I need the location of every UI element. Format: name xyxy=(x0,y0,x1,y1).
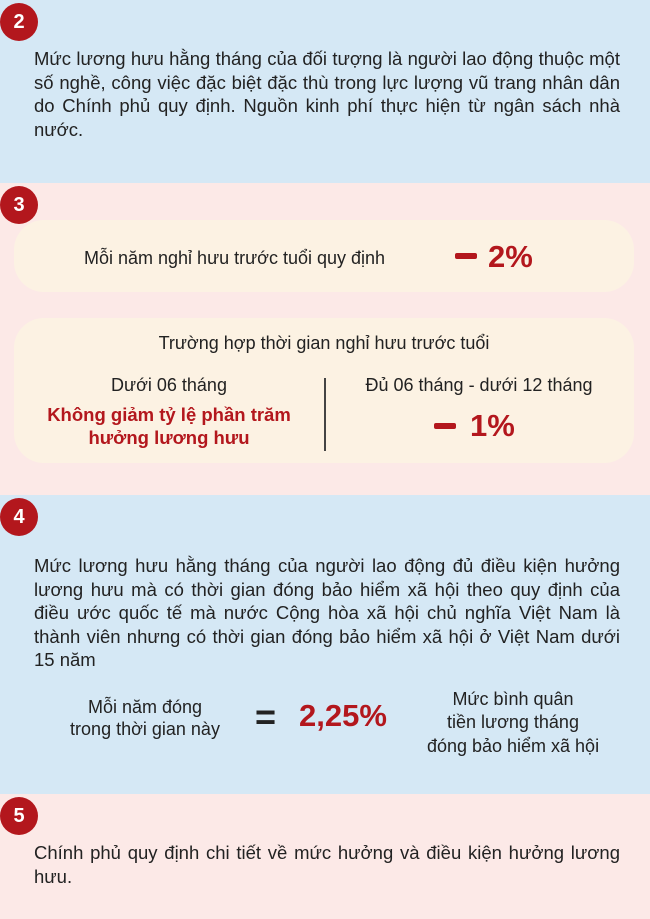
section-3 xyxy=(0,183,650,495)
equals-sign: = xyxy=(255,696,277,737)
formula-right-line1: Mức bình quân xyxy=(452,689,574,709)
section-number-badge: 3 xyxy=(0,186,38,224)
section-5 xyxy=(0,794,650,919)
formula-right-line3: đóng bảo hiểm xã hội xyxy=(426,736,600,756)
one-percent-value: 1% xyxy=(470,408,515,443)
section-number-badge: 5 xyxy=(0,797,38,835)
early-retirement-card xyxy=(14,220,634,292)
no-reduction-value-line1: Không giảm tỷ lệ phần trăm xyxy=(47,404,291,425)
minus-icon xyxy=(455,253,477,259)
formula-left-line2: trong thời gian này xyxy=(70,719,220,739)
formula-left-line1: Mỗi năm đóng xyxy=(87,697,203,717)
per-year-early-label: Mỗi năm nghỉ hưu trước tuổi quy định xyxy=(84,248,386,268)
section-number-badge: 2 xyxy=(0,3,38,41)
formula-right-line2: tiền lương tháng xyxy=(447,712,579,732)
section-4 xyxy=(0,495,650,794)
reduction-rate-value: 2% xyxy=(488,239,533,274)
early-time-case-card xyxy=(14,318,634,463)
section-2-text: Mức lương hưu hằng tháng của đối tượng là người lao động thuộc một số nghề, công việc đặc biệt đặc thù trong lực lượng vũ trang nhân dân do Chính phủ quy định. Nguồn kinh phí thực hiện từ ngân sách nhà nước. xyxy=(34,48,620,140)
minus-icon xyxy=(434,423,456,429)
section-4-text: Mức lương hưu hằng tháng của người lao động đủ điều kiện hưởng lương hưu mà có thời gian đóng bảo hiểm xã hội theo quy định của điều ước quốc tế mà nước Cộng hòa xã hội chủ nghĩa Việt Nam là thành viên nhưng có thời gian đóng bảo hiểm xã hội ở Việt Nam dưới 15 năm xyxy=(34,555,620,670)
under-six-months-label: Dưới 06 tháng xyxy=(111,375,227,395)
no-reduction-value-line2: hưởng lương hưu xyxy=(88,427,250,448)
six-to-twelve-months-label: Đủ 06 tháng - dưới 12 tháng xyxy=(365,375,593,395)
section-2 xyxy=(0,0,650,183)
section-number-badge: 4 xyxy=(0,498,38,536)
formula-rate-value: 2,25% xyxy=(299,698,387,733)
section-5-text: Chính phủ quy định chi tiết về mức hưởng và điều kiện hưởng lương hưu. xyxy=(34,842,620,887)
case-card-title: Trường hợp thời gian nghỉ hưu trước tuổi xyxy=(158,333,490,353)
